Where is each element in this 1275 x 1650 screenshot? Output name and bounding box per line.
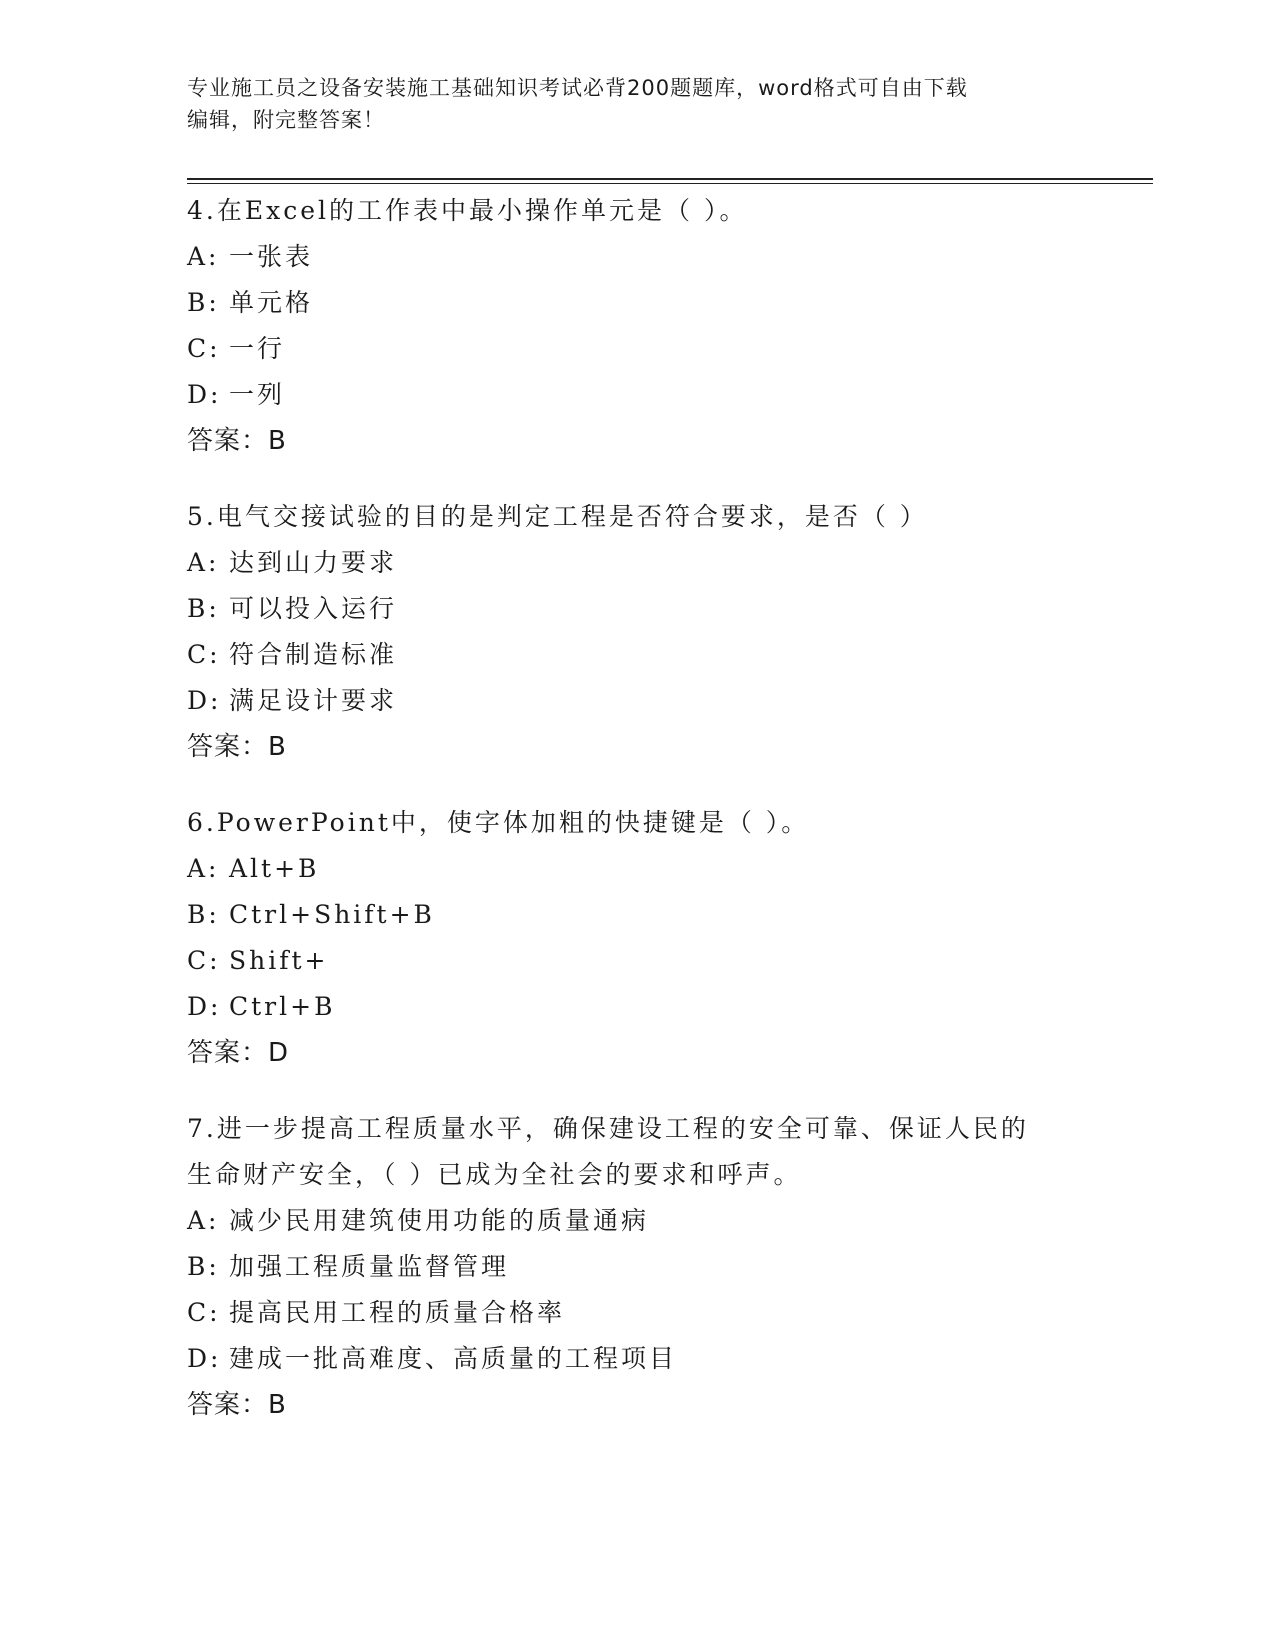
option-a bbox=[187, 540, 1127, 586]
option-letter: C: bbox=[187, 640, 221, 669]
option-letter: D: bbox=[187, 380, 222, 409]
question-4 bbox=[187, 188, 1127, 464]
option-text: 符合制造标准 bbox=[229, 640, 398, 669]
question-5 bbox=[187, 494, 1127, 770]
header-divider-thick bbox=[187, 178, 1153, 180]
option-text: 加强工程质量监督管理 bbox=[229, 1252, 510, 1281]
answer: 答案：B bbox=[187, 732, 287, 762]
option-letter: D: bbox=[187, 686, 222, 715]
header-line-2: 编辑，附完整答案！ bbox=[187, 108, 385, 132]
option-letter: D: bbox=[187, 992, 222, 1021]
option-d bbox=[187, 678, 1127, 724]
option-text: Alt+B bbox=[229, 854, 320, 883]
question-stem: 6.PowerPoint中，使字体加粗的快捷键是（ ）。 bbox=[187, 808, 810, 837]
option-letter: B: bbox=[187, 594, 220, 623]
answer: 答案：B bbox=[187, 426, 287, 456]
option-d bbox=[187, 372, 1127, 418]
option-letter: A: bbox=[187, 548, 220, 577]
option-c bbox=[187, 938, 1127, 984]
option-b bbox=[187, 586, 1127, 632]
option-d bbox=[187, 1336, 1127, 1382]
option-text: Shift+ bbox=[229, 946, 329, 975]
document-header bbox=[187, 72, 1067, 136]
option-text: 减少民用建筑使用功能的质量通病 bbox=[229, 1206, 650, 1235]
question-list bbox=[187, 188, 1127, 1458]
question-6 bbox=[187, 800, 1127, 1076]
option-text: 提高民用工程的质量合格率 bbox=[229, 1298, 566, 1327]
question-stem: 7.进一步提高工程质量水平，确保建设工程的安全可靠、保证人民的生命财产安全，（ ）已成为全社会的要求和呼声。 bbox=[187, 1114, 1029, 1189]
header-divider-thin bbox=[187, 183, 1153, 184]
option-letter: C: bbox=[187, 334, 221, 363]
option-a bbox=[187, 846, 1127, 892]
option-letter: A: bbox=[187, 854, 220, 883]
answer: 答案：D bbox=[187, 1038, 290, 1068]
option-b bbox=[187, 892, 1127, 938]
option-c bbox=[187, 326, 1127, 372]
option-d bbox=[187, 984, 1127, 1030]
option-a bbox=[187, 234, 1127, 280]
question-stem: 4.在Excel的工作表中最小操作单元是（ ）。 bbox=[187, 196, 748, 225]
option-b bbox=[187, 1244, 1127, 1290]
option-letter: C: bbox=[187, 1298, 221, 1327]
option-text: Ctrl+B bbox=[229, 992, 336, 1021]
option-c bbox=[187, 632, 1127, 678]
option-text: Ctrl+Shift+B bbox=[229, 900, 435, 929]
option-letter: A: bbox=[187, 1206, 220, 1235]
option-letter: D: bbox=[187, 1344, 222, 1373]
option-text: 满足设计要求 bbox=[229, 686, 398, 715]
header-line-1: 专业施工员之设备安装施工基础知识考试必背200题题库，word格式可自由下载 bbox=[187, 76, 968, 100]
option-text: 建成一批高难度、高质量的工程项目 bbox=[229, 1344, 678, 1373]
option-text: 一张表 bbox=[229, 242, 314, 271]
option-letter: B: bbox=[187, 1252, 220, 1281]
option-a bbox=[187, 1198, 1127, 1244]
option-letter: C: bbox=[187, 946, 221, 975]
question-stem: 5.电气交接试验的目的是判定工程是否符合要求，是否（ ） bbox=[187, 502, 928, 531]
option-text: 可以投入运行 bbox=[229, 594, 398, 623]
option-c bbox=[187, 1290, 1127, 1336]
option-text: 单元格 bbox=[229, 288, 314, 317]
option-letter: A: bbox=[187, 242, 220, 271]
option-b bbox=[187, 280, 1127, 326]
question-7 bbox=[187, 1106, 1127, 1428]
option-text: 一行 bbox=[229, 334, 286, 363]
option-letter: B: bbox=[187, 288, 220, 317]
answer: 答案：B bbox=[187, 1390, 287, 1420]
option-text: 达到山力要求 bbox=[229, 548, 398, 577]
option-text: 一列 bbox=[229, 380, 286, 409]
option-letter: B: bbox=[187, 900, 220, 929]
